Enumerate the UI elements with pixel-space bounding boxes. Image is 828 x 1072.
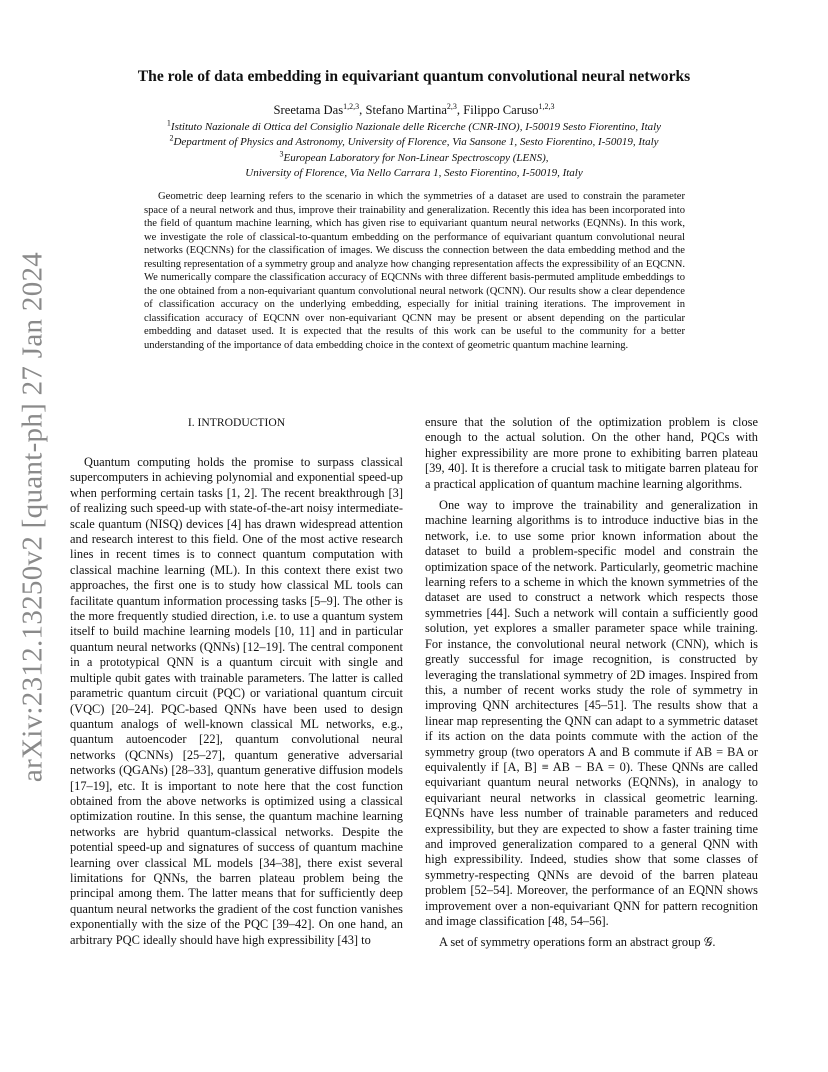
affiliation-text: European Laboratory for Non-Linear Spectroscopy (LENS), (283, 151, 549, 164)
paper-title: The role of data embedding in equivariant quantum convolutional neural networks (137, 68, 691, 85)
affiliation-mark: 1 (166, 118, 171, 128)
affiliation-text: University of Florence, Via Nello Carrara 1, Sesto Fiorentino, I-50019, Italy (245, 166, 583, 179)
body-paragraph: ensure that the solution of the optimization problem is close enough to the actual solution. On the other hand, PQCs with higher expressibility are more prone to exhibiting barren plateau [39, 40]. It is therefore a crucial task to mitigate barren plateau for a practical application of quantum machine learning algorithms. (425, 415, 758, 491)
left-column (70, 415, 403, 954)
affiliation-mark: 3 (279, 148, 284, 158)
author-affil-mark: 2,3 (446, 101, 457, 111)
affiliation-text: Istituto Nazionale di Ottica del Consiglio Nazionale delle Ricerche (CNR-INO), I-50019 Sesto Fiorentino, Italy (170, 121, 662, 133)
author-affil-mark: 1,2,3 (538, 101, 555, 111)
affiliation-list (0, 120, 828, 181)
author-list: Sreetama Das$^{1,2,3}$, Stefano Martina$^{2,3}$, Filippo Caruso$^{1,2,3}$ (273, 101, 555, 117)
arxiv-id-text: arXiv:2312.13250v2 [quant-ph] 27 Jan 2024 (16, 251, 49, 783)
affiliation-line (0, 135, 828, 150)
body-paragraph: A set of symmetry operations form an abstract group 𝒢. (439, 935, 716, 950)
arxiv-identifier-stamp (10, 251, 56, 783)
affiliation-line (0, 166, 828, 181)
author-name: Sreetama Das (273, 103, 344, 117)
section-heading-introduction: I. INTRODUCTION (187, 416, 286, 429)
right-column (425, 415, 758, 957)
author-name: Stefano Martina (365, 103, 447, 117)
body-paragraph: Quantum computing holds the promise to surpass classical supercomputers in achieving polynomial and exponential speed-up when performing certain tasks [1, 2]. The recent breakthrough [3] of realizing such speed-up with state-of-the-art noisy intermediate-scale quantum (NISQ) devices [4] has drawn widespread attention and research interest to this field. One of the most active research lines in recent times is to connect quantum computation with classical machine learning (ML). In this context there exist two approaches, the first one is to study how classical ML tools can facilitate quantum information processing tasks [5–9]. The other is the more frequently studied direction, i.e. to use a quantum system itself to build machine learning models [10, 11] and in particular quantum neural networks (QNNs) [12–19]. The central component in a prototypical QNN is a quantum circuit with single and multiple qubit gates with trainable parameters. The latter is called parametric quantum circuit (PQC) or variational quantum circuit (VQC) [20–24]. PQC-based QNNs have been used to design quantum analogs of well-known classical ML networks, e.g., quantum autoencoder [22], quantum convolutional neural networks (QCNNs) [25–27], quantum generative adversarial networks (QGANs) [28–33], quantum generative diffusion models [17–19], etc. It is important to note here that the cost function obtained from the above networks is optimized using a classical optimization routine. In this sense, the quantum machine learning networks are hybrid quantum-classical networks. Despite the potential speed-up and signatures of success of quantum machine learning over classical ML models [34–38], there exist several limitations for QNNs, the barren plateau problem being the principal among them. The latter means that for sufficiently deep quantum neural networks the gradient of the cost function vanishes exponentially with the size of the PQC [39–42]. On one hand, an arbitrary PQC ideally should have high expressibility [43] to (70, 455, 403, 947)
affiliation-line (0, 148, 828, 166)
affiliation-line (0, 120, 828, 135)
affiliation-mark: 2 (169, 133, 174, 143)
author-affil-mark: 1,2,3 (343, 101, 360, 111)
author-name: Filippo Caruso (463, 103, 539, 117)
body-paragraph: One way to improve the trainability and generalization in machine learning algorithms is to introduce inductive bias in the network, i.e. to use some prior known information about the dataset to build a problem-specific model and constrain the optimization space of the network. Particularly, geometric machine learning refers to a scheme in which the known symmetries of the dataset are used to construct a network which respects those symmetries [44]. Such a network will contain a sufficiently good solution, yet explores a smaller parameter space while training. For instance, the convolutional neural network (CNN), which is greatly successful for image recognition, is constructed by leveraging the translational symmetry of 2D images. Inspired from this, a number of recent works study the role of symmetry in improving QNN architectures [45–51]. The results show that a linear map representing the QNN can adapt to a symmetric dataset if its action on the data points commute with the action of the symmetry group (two operators A and B commute if AB = BA or equivalently if [A, B] ≡ AB − BA = 0). These QNNs are called equivariant quantum neural networks (EQNNs), in analogy to equivariant neural networks in classical geometric learning. EQNNs have less number of trainable parameters and reduced expressibility, but they are expected to show a faster training time and improved generalization compared to a general QNN with high expressibility. Indeed, studies show that some classes of symmetry-respecting QNNs are devoid of the barren plateau problem [52–54]. Moreover, the performance of an EQNN shows improvement over a non-equivariant QNN for pattern recognition and image classification [48, 54–56]. (425, 498, 758, 928)
affiliation-text: Department of Physics and Astronomy, University of Florence, Via Sansone 1, Sesto Fiorentino, I-50019, Italy (173, 136, 659, 149)
abstract: Geometric deep learning refers to the scenario in which the symmetries of a dataset are used to constrain the parameter space of a neural network and thus, improve their trainability and generalization. Recently this idea has been incorporated into the field of quantum machine learning, which has given rise to equivariant quantum neural networks (EQNNs). In this work, we investigate the role of classical-to-quantum embedding on the performance of equivariant quantum convolutional neural networks (EQCNNs) for the classification of images. We discuss the connection between the data embedding method and the resulting representation of a symmetry group and analyze how changing representation affects the expressibility of an EQCNN. We numerically compare the classification accuracy of EQCNNs with three different basis-permuted amplitude embeddings to the one obtained from a non-equivariant quantum convolutional neural network (QCNN). Our results show a clear dependence of classification accuracy on the underlying embedding, especially for initial training iterations. The improvement in classification accuracy of EQCNN over non-equivariant QCNN may be present or absent depending on the particular embedding and dataset used. It is expected that the results of this work can be useful to the community for a better understanding of the importance of data embedding choice in the context of geometric quantum machine learning. (144, 191, 685, 352)
